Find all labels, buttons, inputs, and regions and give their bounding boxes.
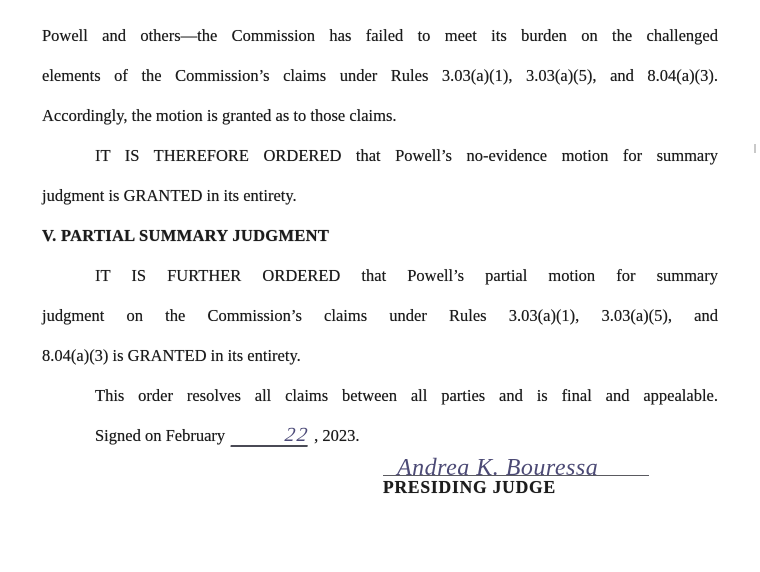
- paragraph-line: Accordingly, the motion is granted as to those claims.: [42, 106, 397, 125]
- signed-date-line: [42, 416, 718, 456]
- paragraph-line: IT IS THEREFORE ORDERED that Powell’s no-evidence motion for summary: [95, 146, 718, 165]
- signature-block: [383, 455, 649, 498]
- presiding-judge-label: PRESIDING JUDGE: [383, 477, 556, 497]
- paragraph-line: Powell and others—the Commission has failed to meet its burden on the challenged: [42, 26, 718, 45]
- paragraph-line: IT IS FURTHER ORDERED that Powell’s partial motion for summary: [95, 266, 718, 285]
- scan-artifact-mark: [754, 144, 756, 153]
- paragraph-line: This order resolves all claims between all parties and is final and appealable.: [95, 386, 718, 405]
- handwritten-day: 22: [231, 425, 311, 447]
- paragraph-line: elements of the Commission’s claims under Rules 3.03(a)(1), 3.03(a)(5), and 8.04(a)(3).: [42, 66, 718, 85]
- signed-date-prefix: Signed on February: [95, 426, 226, 445]
- paragraph-line: 8.04(a)(3) is GRANTED in its entirety.: [42, 346, 301, 365]
- order-text-body: [42, 16, 718, 456]
- judge-signature: Andrea K. Bouressa: [397, 455, 599, 481]
- signed-date-suffix: , 2023.: [314, 426, 360, 445]
- section-heading: V. PARTIAL SUMMARY JUDGMENT: [42, 226, 330, 245]
- paragraph-line: judgment on the Commission’s claims under Rules 3.03(a)(1), 3.03(a)(5), and: [42, 306, 718, 325]
- paragraph-line: judgment is GRANTED in its entirety.: [42, 186, 297, 205]
